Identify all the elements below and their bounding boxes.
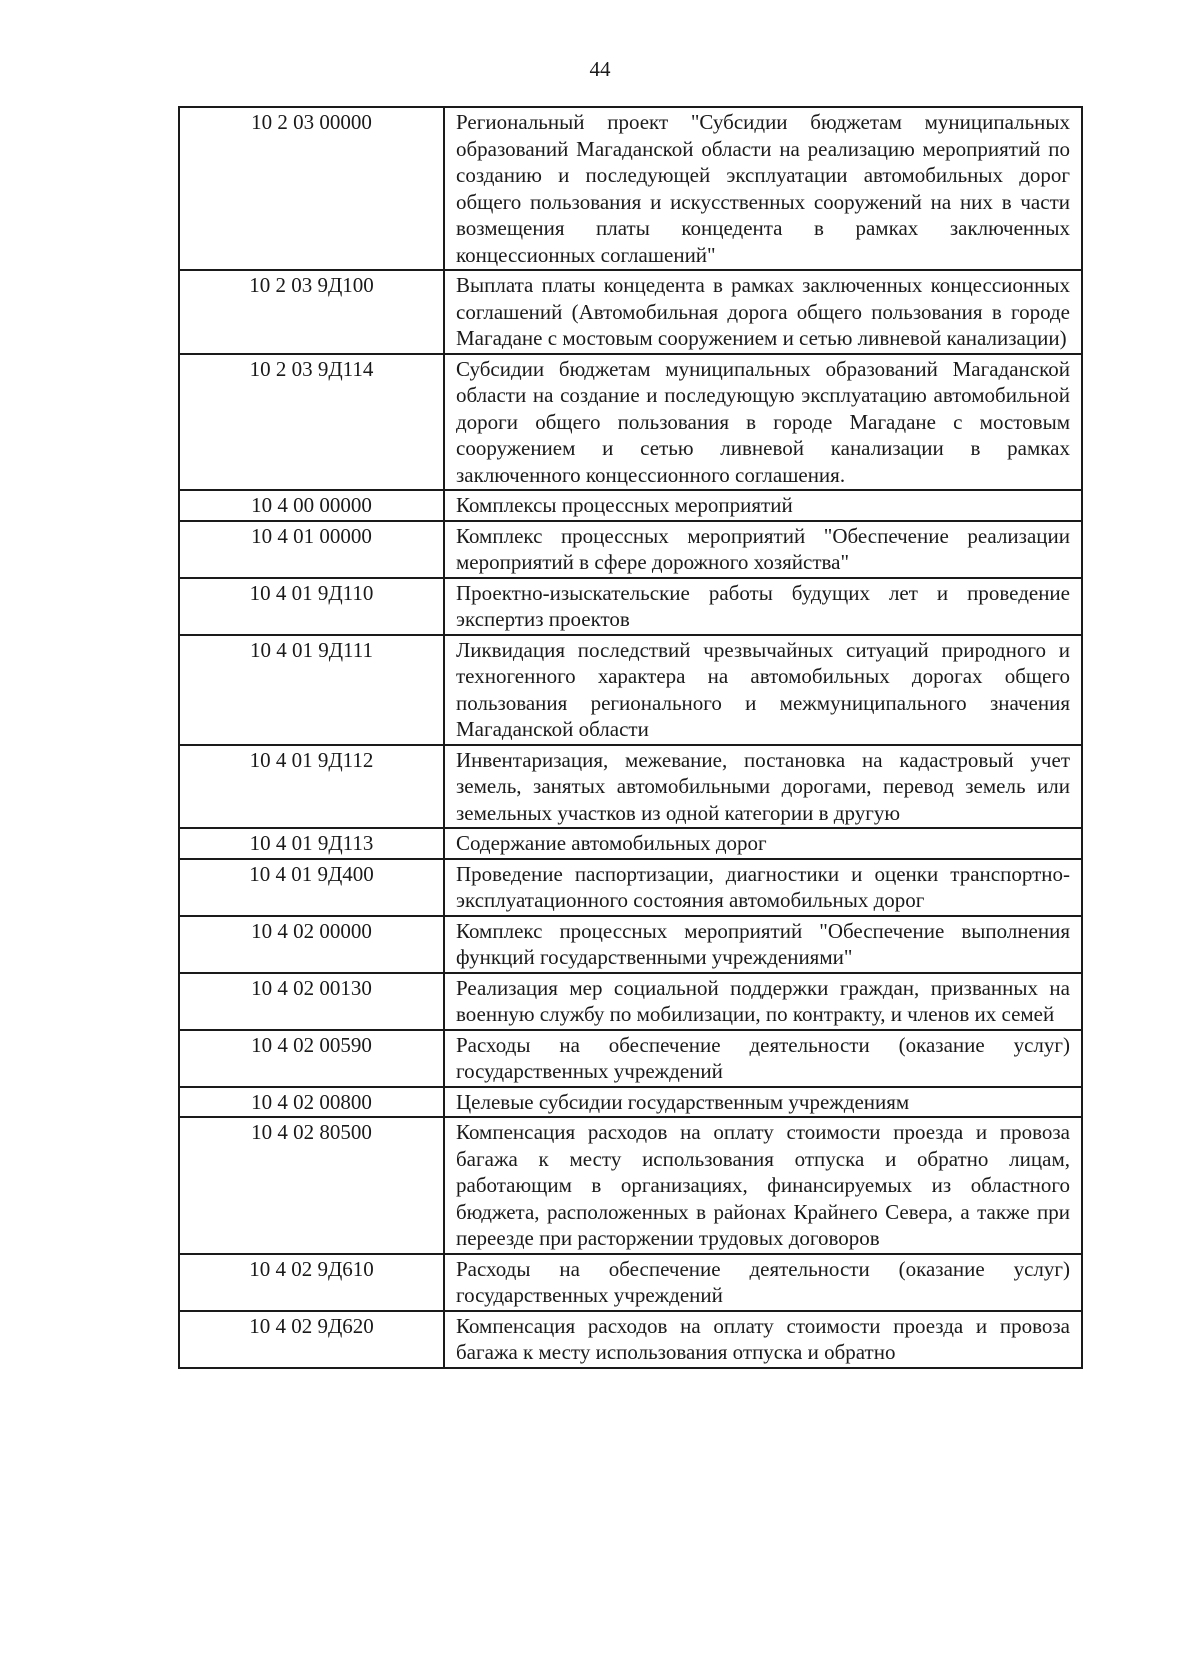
row-description: Инвентаризация, межевание, постановка на кадастровый учет земель, занятых автомобильными дорогами, перевод земель или земельных участков из одной категории в другую (444, 745, 1082, 829)
table-row (179, 490, 1082, 521)
row-code: 10 4 01 9Д110 (179, 578, 444, 635)
table-row (179, 859, 1082, 916)
classification-table (178, 106, 1083, 1369)
row-code: 10 4 01 9Д113 (179, 828, 444, 859)
table-row (179, 635, 1082, 745)
row-description: Компенсация расходов на оплату стоимости проезда и провоза багажа к месту использования отпуска и обратно лицам, работающим в организациях, финансируемых из областного бюджета, расположенных в районах Крайнего Севера, а также при переезде при расторжении трудовых договоров (444, 1117, 1082, 1254)
row-code: 10 4 02 9Д610 (179, 1254, 444, 1311)
row-description: Проектно-изыскательские работы будущих лет и проведение экспертиз проектов (444, 578, 1082, 635)
table-row (179, 1087, 1082, 1118)
row-code: 10 2 03 00000 (179, 107, 444, 270)
row-code: 10 4 01 9Д111 (179, 635, 444, 745)
row-description: Реализация мер социальной поддержки граждан, призванных на военную службу по мобилизации, по контракту, и членов их семей (444, 973, 1082, 1030)
row-description: Комплексы процессных мероприятий (444, 490, 1082, 521)
table-row (179, 828, 1082, 859)
table-row (179, 354, 1082, 491)
row-code: 10 4 01 9Д400 (179, 859, 444, 916)
row-description: Содержание автомобильных дорог (444, 828, 1082, 859)
row-code: 10 4 01 00000 (179, 521, 444, 578)
table-row (179, 1117, 1082, 1254)
row-code: 10 2 03 9Д100 (179, 270, 444, 354)
page-number: 44 (589, 57, 611, 81)
row-code: 10 2 03 9Д114 (179, 354, 444, 491)
table-row (179, 1254, 1082, 1311)
row-code: 10 4 02 00130 (179, 973, 444, 1030)
row-code: 10 4 02 80500 (179, 1117, 444, 1254)
table-row (179, 1311, 1082, 1368)
row-description: Комплекс процессных мероприятий "Обеспечение реализации мероприятий в сфере дорожного хозяйства" (444, 521, 1082, 578)
table-row (179, 107, 1082, 270)
row-description: Комплекс процессных мероприятий "Обеспечение выполнения функций государственными учреждениями" (444, 916, 1082, 973)
table-row (179, 270, 1082, 354)
table-row (179, 578, 1082, 635)
row-description: Выплата платы концедента в рамках заключенных концессионных соглашений (Автомобильная дорога общего пользования в городе Магадане с мостовым сооружением и сетью ливневой канализации) (444, 270, 1082, 354)
table-row (179, 916, 1082, 973)
row-description: Компенсация расходов на оплату стоимости проезда и провоза багажа к месту использования отпуска и обратно (444, 1311, 1082, 1368)
row-code: 10 4 02 00800 (179, 1087, 444, 1118)
row-description: Ликвидация последствий чрезвычайных ситуаций природного и техногенного характера на автомобильных дорогах общего пользования регионального и межмуниципального значения Магаданской области (444, 635, 1082, 745)
table-row (179, 745, 1082, 829)
row-description: Проведение паспортизации, диагностики и оценки транспортно-эксплуатационного состояния автомобильных дорог (444, 859, 1082, 916)
row-code: 10 4 02 00590 (179, 1030, 444, 1087)
row-description: Целевые субсидии государственным учреждениям (444, 1087, 1082, 1118)
row-description: Субсидии бюджетам муниципальных образований Магаданской области на создание и последующую эксплуатацию автомобильной дороги общего пользования в городе Магадане с мостовым сооружением и сетью ливневой канализации в рамках заключенного концессионного соглашения. (444, 354, 1082, 491)
row-code: 10 4 01 9Д112 (179, 745, 444, 829)
row-code: 10 4 00 00000 (179, 490, 444, 521)
row-description: Региональный проект "Субсидии бюджетам муниципальных образований Магаданской области на реализацию мероприятий по созданию и последующей эксплуатации автомобильных дорог общего пользования и искусственных сооружений на них в части возмещения платы концедента в рамках заключенных концессионных соглашений" (444, 107, 1082, 270)
row-description: Расходы на обеспечение деятельности (оказание услуг) государственных учреждений (444, 1030, 1082, 1087)
table-row (179, 521, 1082, 578)
table-row (179, 1030, 1082, 1087)
row-code: 10 4 02 9Д620 (179, 1311, 444, 1368)
row-code: 10 4 02 00000 (179, 916, 444, 973)
table-row (179, 973, 1082, 1030)
row-description: Расходы на обеспечение деятельности (оказание услуг) государственных учреждений (444, 1254, 1082, 1311)
